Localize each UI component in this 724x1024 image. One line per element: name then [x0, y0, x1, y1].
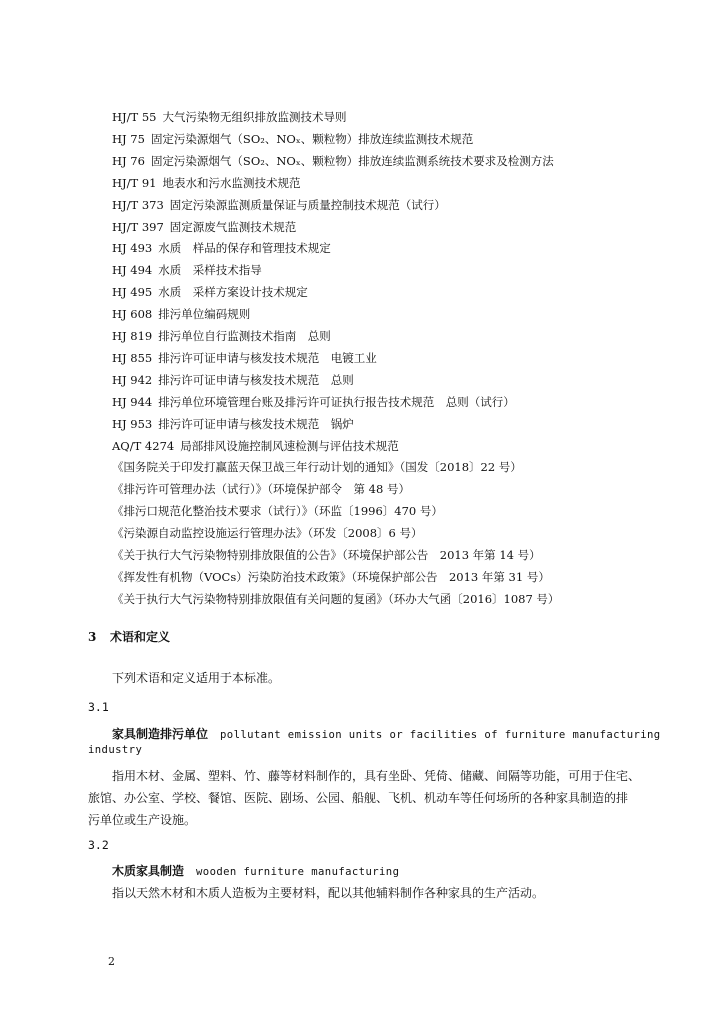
reference-title: 水质 采样方案设计技术规定 [158, 285, 308, 300]
reference-title: 固定污染源烟气（SO₂、NOₓ、颗粒物）排放连续监测系统技术要求及检测方法 [150, 153, 554, 168]
reference-code: HJ 953 [112, 416, 153, 431]
reference-item [112, 285, 308, 299]
reference-code: HJ/T 55 [112, 110, 157, 124]
reference-item [112, 439, 399, 453]
definition-line: 污单位或生产设施。 [88, 813, 197, 827]
reference-code: HJ 494 [112, 263, 153, 278]
reference-code: HJ/T 91 [112, 175, 157, 190]
reference-item [112, 504, 443, 518]
reference-item [112, 351, 377, 365]
reference-item [112, 592, 559, 606]
reference-item [112, 373, 354, 387]
definition-line: 旅馆、办公室、学校、餐馆、医院、剧场、公园、船舰、飞机、机动车等任何场所的各种家具制造的排 [88, 791, 629, 805]
reference-title: 固定源废气监测技术规范 [169, 219, 297, 234]
reference-item [112, 220, 296, 234]
reference-code: HJ 942 [112, 372, 153, 387]
reference-title: 局部排风设施控制风速检测与评估技术规范 [180, 438, 399, 453]
reference-title: 地表水和污水监测技术规范 [162, 175, 301, 190]
reference-title: 《关于执行大气污染物特别排放限值有关问题的复函》（环办大气函〔2016〕1087 号） [112, 591, 560, 606]
term-english: wooden furniture manufacturing [196, 866, 400, 878]
reference-title: 固定污染源烟气（SO₂、NOₓ、颗粒物）排放连续监测技术规范 [150, 131, 474, 146]
reference-title: 排污许可证申请与核发技术规范 电镀工业 [158, 350, 377, 365]
reference-item [112, 241, 331, 255]
reference-title: 水质 采样技术指导 [158, 263, 262, 278]
reference-title: 排污许可证申请与核发技术规范 总则 [158, 372, 354, 387]
reference-item [112, 570, 550, 584]
reference-title: 《关于执行大气污染物特别排放限值的公告》（环境保护部公告 2013 年第 14 号） [112, 548, 541, 562]
reference-code: HJ 819 [112, 329, 153, 343]
reference-code: HJ 944 [112, 394, 153, 409]
term-chinese: 木质家具制造 [112, 864, 185, 878]
reference-item [112, 395, 515, 409]
term-chinese: 家具制造排污单位 [112, 727, 209, 741]
reference-code: HJ/T 397 [112, 219, 164, 234]
reference-item [112, 548, 541, 562]
reference-item [112, 176, 300, 190]
section-heading [88, 628, 170, 645]
reference-title: 《排污许可管理办法（试行）》（环境保护部令 第 48 号） [112, 482, 410, 497]
term-english-continuation: industry [88, 744, 143, 756]
reference-code: HJ 75 [112, 131, 145, 146]
reference-item [112, 198, 446, 212]
reference-title: 《排污口规范化整治技术要求（试行）》（环监〔1996〕470 号） [112, 504, 443, 519]
term-english: pollutant emission units or facilities of furniture manufacturing [220, 729, 661, 741]
definition-line: 指以天然木材和木质人造板为主要材料，配以其他辅料制作各种家具的生产活动。 [112, 886, 545, 900]
reference-title: 固定污染源监测质量保证与质量控制技术规范（试行） [169, 197, 446, 212]
reference-code: HJ 855 [112, 350, 153, 365]
reference-item [112, 154, 554, 168]
reference-code: HJ/T 373 [112, 197, 164, 212]
term-entry [112, 725, 661, 742]
reference-title: 大气污染物无组织排放监测技术导则 [162, 110, 347, 124]
reference-item [112, 307, 250, 321]
reference-item [112, 482, 410, 496]
clause-number: 3.2 [88, 838, 109, 852]
definition-line: 指用木材、金属、塑料、竹、藤等材料制作的，具有坐卧、凭倚、储藏、间隔等功能，可用于住宅、 [112, 769, 641, 783]
section-number: 3 [88, 630, 97, 644]
reference-item [112, 526, 423, 540]
reference-title: 水质 样品的保存和管理技术规定 [158, 241, 331, 256]
reference-item [112, 417, 354, 431]
reference-code: HJ 76 [112, 153, 145, 168]
reference-item [112, 329, 331, 343]
reference-title: 《国务院关于印发打赢蓝天保卫战三年行动计划的通知》（国发〔2018〕22 号） [112, 460, 522, 475]
reference-title: 排污单位自行监测技术指南 总则 [158, 329, 331, 343]
reference-code: HJ 495 [112, 285, 153, 300]
reference-title: 排污许可证申请与核发技术规范 锅炉 [158, 416, 354, 431]
clause-number: 3.1 [88, 700, 109, 714]
section-title: 术语和定义 [110, 630, 171, 644]
reference-item [112, 110, 346, 124]
reference-title: 《污染源自动监控设施运行管理办法》（环发〔2008〕6 号） [112, 526, 423, 541]
reference-code: HJ 608 [112, 307, 153, 322]
section-intro: 下列术语和定义适用于本标准。 [112, 671, 281, 685]
reference-item [112, 460, 522, 474]
reference-code: AQ/T 4274 [112, 438, 175, 453]
reference-code: HJ 493 [112, 241, 153, 256]
reference-item [112, 132, 473, 146]
term-entry [112, 862, 399, 879]
reference-title: 排污单位编码规则 [158, 307, 251, 322]
reference-title: 《挥发性有机物（VOCs）污染防治技术政策》（环境保护部公告 2013 年第 31 号） [112, 569, 550, 584]
reference-title: 排污单位环境管理台账及排污许可证执行报告技术规范 总则（试行） [158, 394, 515, 409]
page-number: 2 [108, 955, 115, 968]
reference-item [112, 263, 262, 277]
